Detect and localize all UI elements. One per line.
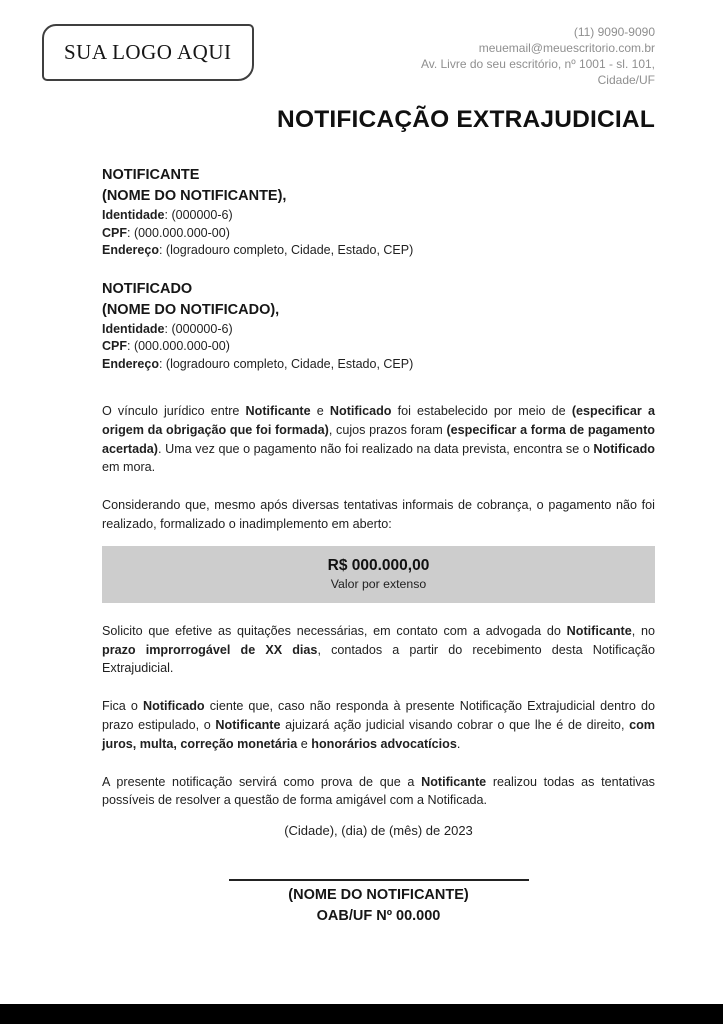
notificado-section	[102, 281, 655, 374]
contact-phone: (11) 9090-9090	[573, 25, 655, 39]
signature-name: (NOME DO NOTIFICANTE)	[288, 886, 469, 903]
paragraph-5: A presente notificação servirá como prova de que a Notificante realizou todas as tentativas possíveis de resolver a questão de forma amigável com a Notificada.	[102, 774, 655, 808]
notificante-cpf: CPF: (000.000.000-00)	[102, 225, 230, 240]
notificante-identidade: Identidade: (000000-6)	[102, 208, 233, 222]
footer-bar	[0, 1004, 723, 1024]
signature-block	[102, 879, 655, 927]
notificante-section	[102, 167, 655, 260]
logo-text: SUA LOGO AQUI	[64, 40, 232, 64]
contact-block	[421, 24, 655, 88]
document-title: NOTIFICAÇÃO EXTRAJUDICIAL	[277, 106, 655, 133]
contact-email: meuemail@meuescritorio.com.br	[478, 41, 655, 55]
notificado-heading: NOTIFICADO	[102, 280, 193, 297]
document-body	[102, 167, 655, 927]
paragraph-3: Solicito que efetive as quitações necessárias, em contato com a advogada do Notificante, no prazo improrrogável de XX dias, contados a partir do recebimento desta Notificação Extrajudicial.	[102, 623, 656, 676]
signature-line	[229, 879, 529, 881]
letterhead	[0, 0, 723, 88]
contact-address-line2: Cidade/UF	[597, 73, 655, 87]
paragraph-4: Fica o Notificado ciente que, caso não responda à presente Notificação Extrajudicial dentro do prazo estipulado, o Notificante ajuizará ação judicial visando cobrar o que lhe é de direito, com juros, multa, correção monetária e honorários advocatícios.	[102, 699, 656, 751]
paragraph-2: Considerando que, mesmo após diversas tentativas informais de cobrança, o pagamento não foi realizado, formalizado o inadimplemento em aberto:	[102, 498, 655, 531]
notificado-cpf: CPF: (000.000.000-00)	[102, 339, 230, 353]
contact-address-line1: Av. Livre do seu escritório, nº 1001 - sl. 101,	[420, 57, 655, 71]
notificante-endereco: Endereço: (logradouro completo, Cidade, Estado, CEP)	[102, 243, 414, 257]
date-line: (Cidade), (dia) de (mês) de 2023	[284, 823, 473, 839]
amount-highlight-box	[102, 546, 655, 603]
notificante-heading: NOTIFICANTE	[102, 167, 200, 183]
notificado-name: (NOME DO NOTIFICADO),	[102, 301, 280, 318]
paragraph-1: O vínculo jurídico entre Notificante e Notificado foi estabelecido por meio de (especificar a origem da obrigação que foi formada), cujos prazos foram (especificar a forma de pagamento acertada). Uma vez que o pagamento não foi realizado na data prevista, encontra se o Notificado em mora.	[102, 404, 655, 475]
notificado-identidade: Identidade: (000000-6)	[102, 321, 233, 336]
logo-placeholder	[42, 24, 254, 81]
signature-oab-number: OAB/UF Nº 00.000	[316, 907, 441, 924]
amount-caption: Valor por extenso	[330, 576, 427, 591]
amount-value: R$ 000.000,00	[327, 556, 430, 574]
notificado-endereco: Endereço: (logradouro completo, Cidade, Estado, CEP)	[102, 356, 414, 371]
notificante-name: (NOME DO NOTIFICANTE),	[102, 188, 287, 204]
